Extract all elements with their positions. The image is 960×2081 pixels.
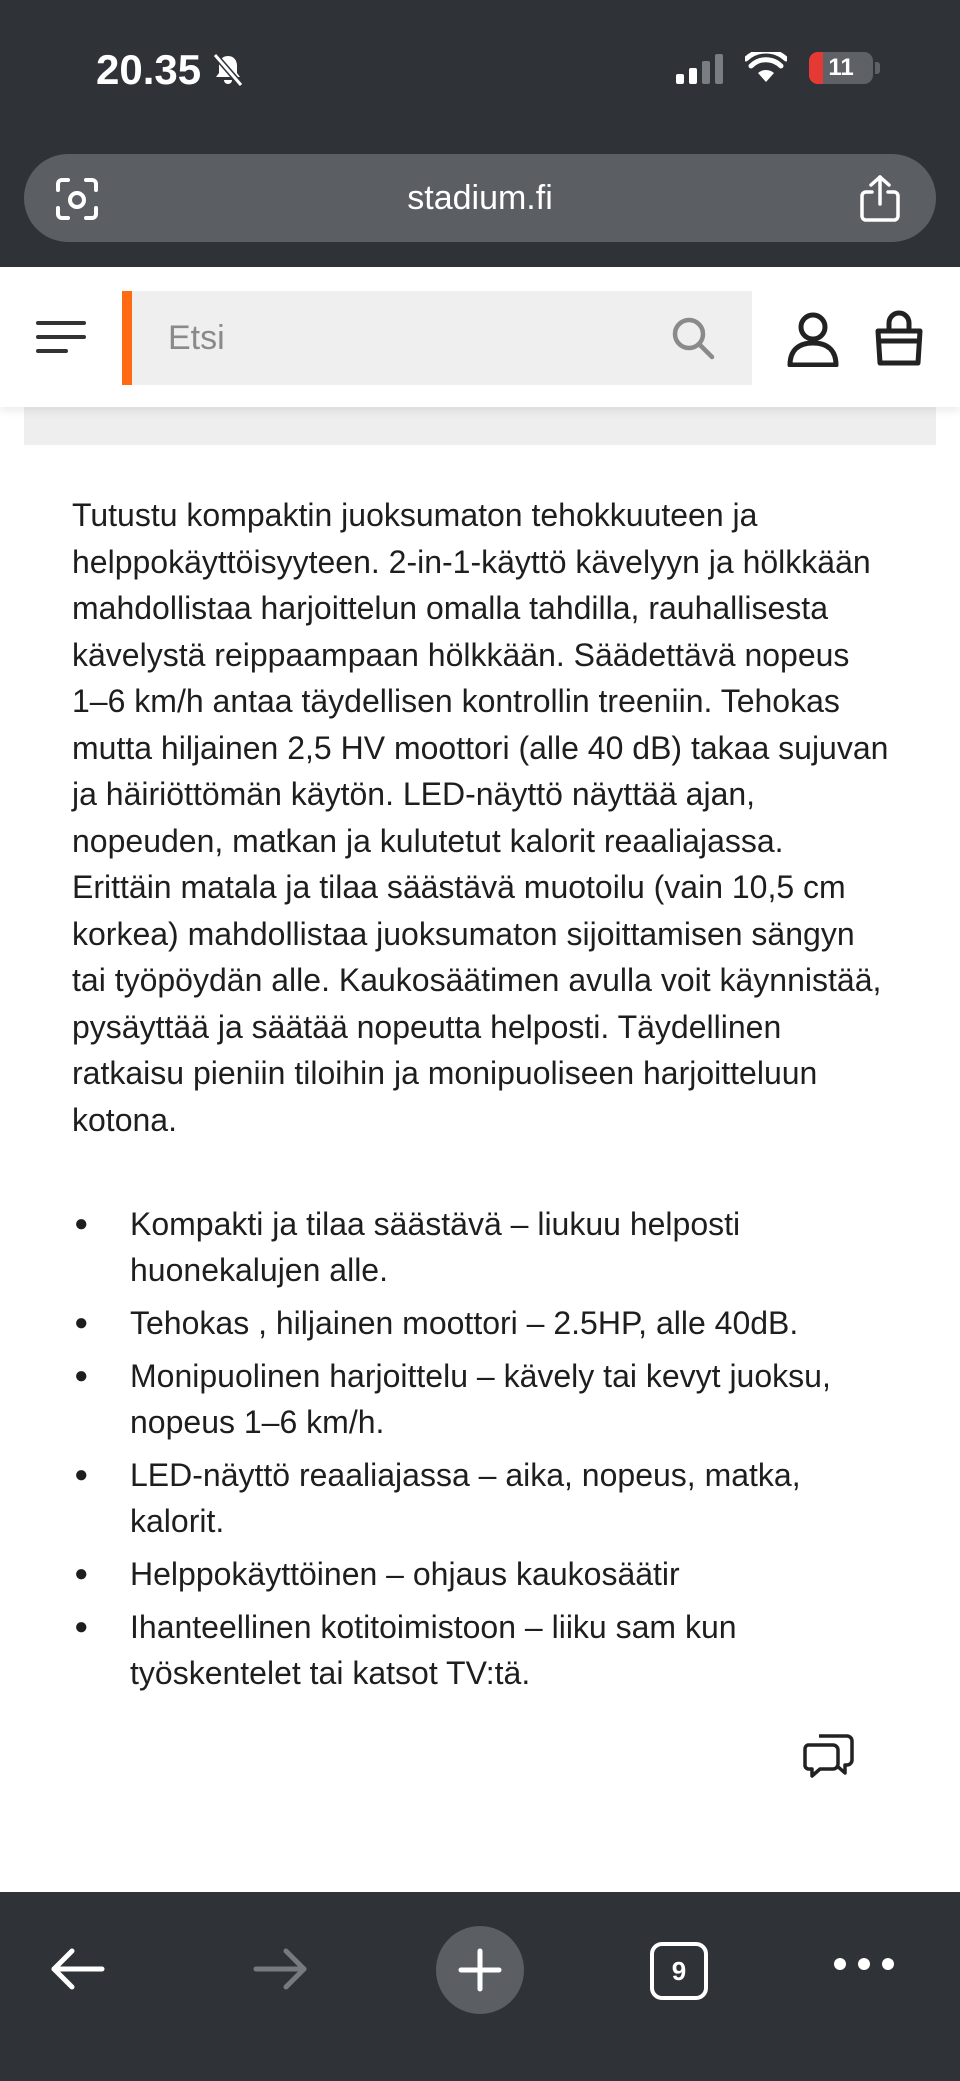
product-description: Tutustu kompaktin juoksumaton tehokkuuteen ja helppokäyttöisyyteen. 2-in-1-käyttö kävelyyn ja hölkkään mahdollistaa harjoittelun omalla tahdilla, rauhallisesta kävelystä reippaampaan hölkkään. Säädettävä nopeus 1–6 km/h antaa täydellisen kontrollin treeniin. Tehokas mutta hiljainen 2,5 HV moottori (alle 40 dB) takaa sujuvan ja häiriöttömän käytön. LED-näyttö näyttää ajan, nopeuden, matkan ja kulutetut kalorit reaaliajassa. Erittäin matala ja tilaa säästävä muotoilu (vain 10,5 cm korkea) mahdollistaa juoksumaton sijoittamisen sängyn tai työpöydän alle. Kaukosäätimen avulla voit käynnistää, pysäyttää ja säätää nopeutta helposti. Täydellinen ratkaisu pieniin tiloihin ja monipuoliseen harjoitteluun kotona. xyxy=(72,497,889,1138)
battery-level xyxy=(809,52,873,84)
search-box[interactable] xyxy=(122,291,752,385)
feature-item: ● Tehokas , hiljainen moottori – 2.5HP, alle 40dB. xyxy=(72,1300,892,1346)
status-indicators xyxy=(676,52,880,84)
feature-item: ● Helppokäyttöinen – ohjaus kaukosäätir xyxy=(72,1551,790,1597)
chat-icon[interactable] xyxy=(803,1730,855,1780)
shopping-bag-icon[interactable] xyxy=(872,309,926,367)
account-icon[interactable] xyxy=(786,311,840,367)
chat-button[interactable] xyxy=(798,1726,860,1784)
feature-list xyxy=(72,1201,892,1696)
tabs-icon[interactable] xyxy=(650,1942,708,2000)
url-text[interactable]: stadium.fi xyxy=(407,178,553,217)
plus-icon xyxy=(458,1948,502,1992)
new-tab-button[interactable] xyxy=(436,1926,524,2014)
tab-count: 9 xyxy=(671,1955,687,1986)
arrow-left-icon[interactable] xyxy=(48,1944,108,1994)
hamburger-menu-icon[interactable] xyxy=(36,321,86,355)
feature-item: ● Monipuolinen harjoittelu – kävely tai kevyt juoksu, nopeus 1–6 km/h. xyxy=(72,1353,892,1445)
bell-slash-icon xyxy=(211,52,245,88)
share-icon[interactable] xyxy=(858,174,902,222)
search-input[interactable] xyxy=(132,319,652,358)
feature-item: ● Ihanteellinen kotitoimistoon – liiku sam kun työskentelet tai katsot TV:tä. xyxy=(72,1604,840,1696)
cellular-signal-icon xyxy=(676,52,723,84)
camera-scan-icon[interactable] xyxy=(54,176,100,222)
site-header xyxy=(0,267,960,407)
browser-bottom-toolbar xyxy=(0,1892,960,2081)
arrow-right-icon[interactable] xyxy=(250,1944,310,1994)
feature-item: ● LED-näyttö reaaliajassa – aika, nopeus, matka, kalorit. xyxy=(72,1452,892,1544)
battery-percent: 11 xyxy=(828,54,854,81)
section-divider xyxy=(24,407,936,445)
browser-top-chrome xyxy=(0,0,960,267)
address-bar[interactable] xyxy=(24,154,936,242)
product-description-section xyxy=(72,492,892,1703)
battery-icon xyxy=(809,52,880,84)
more-dots-icon[interactable] xyxy=(834,1958,894,1970)
search-icon[interactable] xyxy=(670,315,716,361)
wifi-icon xyxy=(745,52,787,84)
feature-item: ● Kompakti ja tilaa säästävä – liukuu helposti huonekalujen alle. xyxy=(72,1201,892,1293)
status-time xyxy=(96,46,245,94)
status-time-text: 20.35 xyxy=(96,46,202,93)
